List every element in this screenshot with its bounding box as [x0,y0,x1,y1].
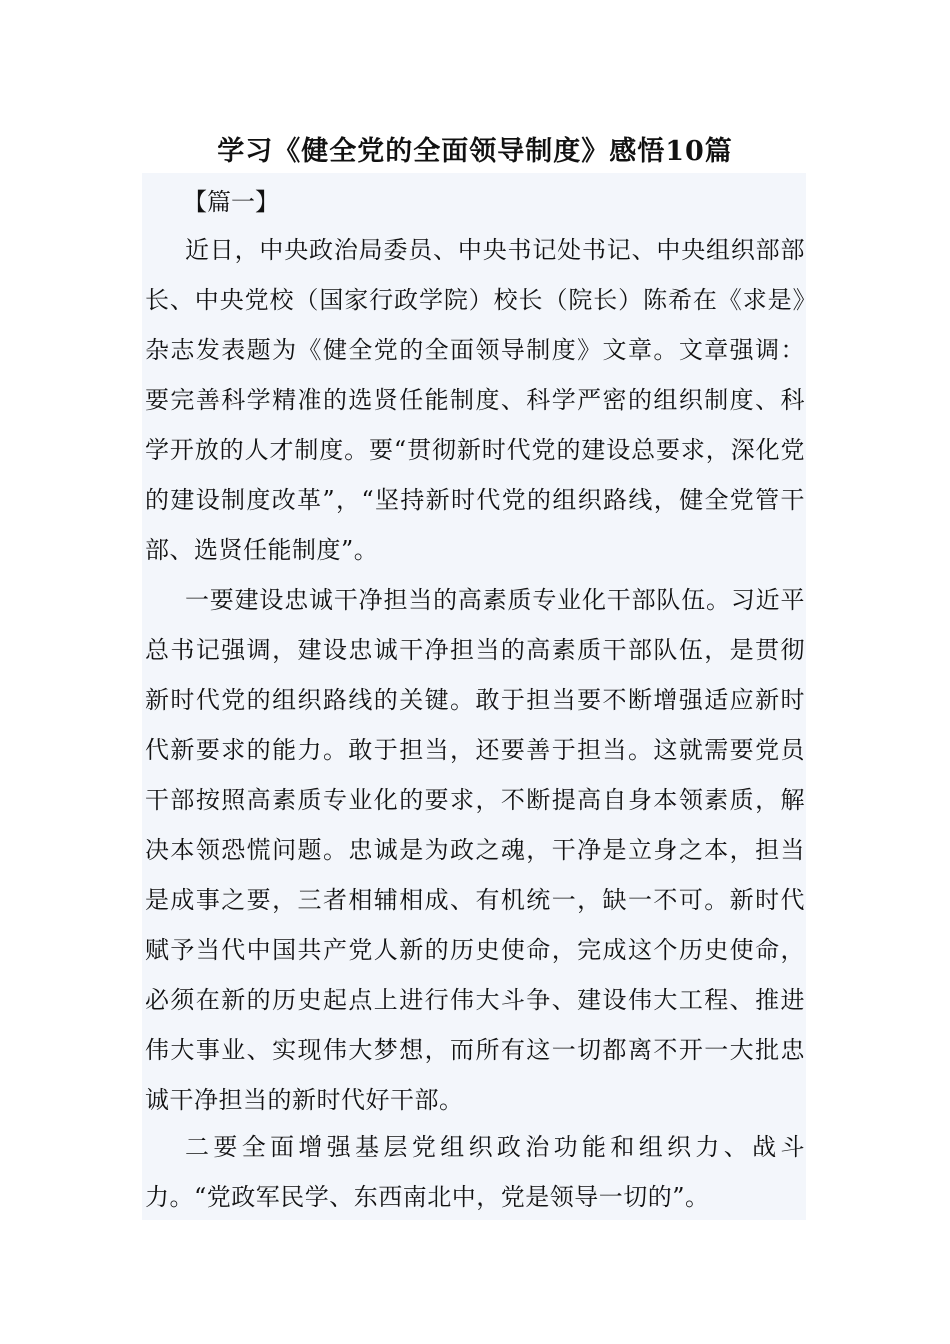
section-heading: 【篇一】 [183,188,279,216]
paragraph-2: 一要建设忠诚干净担当的高素质专业化干部队伍。习近平总书记强调，建设忠诚干净担当的高素质干部队伍，是贯彻新时代党的组织路线的关键。敢于担当要不断增强适应新时代新要求的能力。敢于担当，还要善于担当。这就需要党员干部按照高素质专业化的要求，不断提高自身本领素质，解决本领恐慌问题。忠诚是为政之魂，干净是立身之本，担当是成事之要，三者相辅相成、有机统一，缺一不可。新时代赋予当代中国共产党人新的历史使命，完成这个历史使命，必须在新的历史起点上进行伟大斗争、建设伟大工程、推进伟大事业、实现伟大梦想，而所有这一切都离不开一大批忠诚干净担当的新时代好干部。 [145,586,805,1114]
document-title: 学习《健全党的全面领导制度》感悟10篇 [217,136,733,167]
paragraph-1: 近日，中央政治局委员、中央书记处书记、中央组织部部长、中央党校（国家行政学院）校长（院长）陈希在《求是》杂志发表题为《健全党的全面领导制度》文章。文章强调：要完善科学精准的选贤任能制度、科学严密的组织制度、科学开放的人才制度。要“贯彻新时代党的建设总要求，深化党的建设制度改革”，“坚持新时代党的组织路线，健全党管干部、选贤任能制度”。 [145,236,805,564]
paragraph-3: 二要全面增强基层党组织政治功能和组织力、战斗力。“党政军民学、东西南北中，党是领导一切的”。 [145,1133,805,1211]
